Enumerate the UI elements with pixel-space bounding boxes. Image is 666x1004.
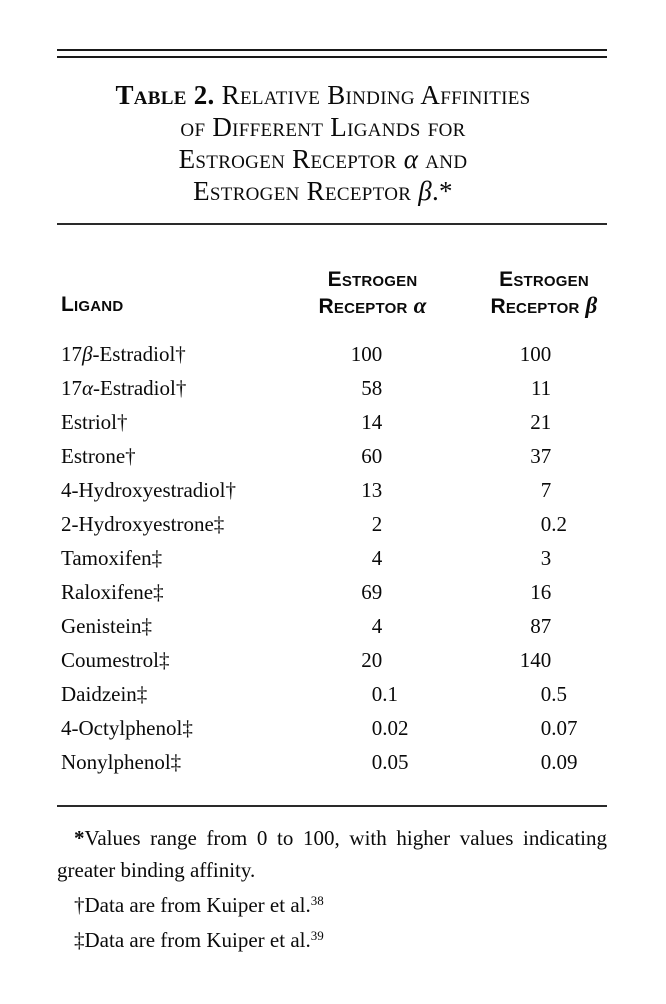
title-rule (57, 223, 607, 225)
ligand-name: Tamoxifen‡ (61, 546, 163, 570)
er-beta-value: 0.5 (540, 682, 567, 706)
reference-superscript: 39 (310, 928, 324, 943)
double-dagger-symbol: ‡ (74, 928, 85, 952)
ligand-name: Coumestrol‡ (61, 648, 170, 672)
footnote-marker: ‡ (153, 580, 164, 604)
table-row (57, 507, 607, 541)
er-beta-value: 87 (530, 614, 552, 638)
column-header-er-alpha: Estrogen Receptor α (318, 268, 427, 318)
table-row (57, 371, 607, 405)
er-beta-value: 16 (530, 580, 552, 604)
table-row (57, 745, 607, 779)
table-row (57, 575, 607, 609)
top-double-rule (57, 49, 607, 58)
footnote-marker: ‡ (213, 512, 225, 536)
er-beta-value: 0.09 (540, 750, 578, 774)
er-alpha-value: 4 (371, 546, 383, 570)
title-line-1: Table 2. Relative Binding Affinities (115, 80, 531, 110)
footnote-marker: ‡ (141, 614, 152, 638)
er-alpha-value: 14 (361, 410, 383, 434)
table-body (57, 337, 607, 779)
title-table-number: Table 2. (115, 80, 215, 110)
ligand-name: 17α-Estradiol† (61, 376, 187, 400)
table-title (0, 79, 646, 207)
er-alpha-value: 58 (361, 376, 383, 400)
title-line-4: Estrogen Receptor β.* (193, 176, 453, 206)
footnote-marker: ‡ (151, 546, 163, 570)
footnote-marker: ‡ (182, 716, 193, 740)
ligand-name: Nonylphenol‡ (61, 750, 182, 774)
footnote-marker: ‡ (136, 682, 148, 706)
footnote-marker: † (175, 342, 186, 366)
beta-symbol: β (585, 293, 598, 318)
table-row (57, 677, 607, 711)
ligand-name: 2-Hydroxyestrone‡ (61, 512, 225, 536)
greek-symbol: β (82, 342, 93, 366)
er-alpha-value: 60 (361, 444, 383, 468)
er-alpha-value: 0.05 (371, 750, 409, 774)
er-alpha-value: 2 (371, 512, 383, 536)
ligand-name: 4-Octylphenol‡ (61, 716, 193, 740)
er-beta-value: 3 (540, 546, 552, 570)
er-alpha-value: 69 (361, 580, 383, 604)
table-row (57, 405, 607, 439)
alpha-symbol: α (403, 144, 419, 174)
column-header-ligand: Ligand (61, 293, 124, 316)
column-header-er-beta: Estrogen Receptor β (490, 268, 598, 318)
dagger-symbol: † (74, 893, 85, 917)
asterisk-symbol: * (74, 826, 85, 850)
footnotes (57, 822, 607, 956)
er-beta-value: 11 (530, 376, 552, 400)
er-beta-value: 7 (540, 478, 552, 502)
title-line-2: of Different Ligands for (180, 112, 466, 142)
footnote-double-dagger: ‡Data are from Kuiper et al.$^{39}$ (74, 928, 324, 952)
footnote-marker: ‡ (159, 648, 170, 672)
er-beta-value: 21 (530, 410, 552, 434)
footnote-marker: † (175, 376, 187, 400)
er-beta-value: 0.07 (540, 716, 578, 740)
er-alpha-value: 0.1 (371, 682, 398, 706)
table-row (57, 609, 607, 643)
er-beta-value: 100 (519, 342, 552, 366)
footnote-general: *Values range from 0 to 100, with higher values indicating greater binding affinity. (57, 826, 607, 882)
title-line-3: Estrogen Receptor α and (178, 144, 468, 174)
footnote-marker: ‡ (170, 750, 182, 774)
er-alpha-value: 4 (371, 614, 383, 638)
ligand-name: Raloxifene‡ (61, 580, 164, 604)
er-beta-value: 0.2 (540, 512, 567, 536)
table-row (57, 337, 607, 371)
bottom-rule (57, 805, 607, 807)
er-alpha-value: 13 (361, 478, 383, 502)
footnote-dagger: †Data are from Kuiper et al.$^{38}$ (74, 893, 324, 917)
ligand-name: 17β-Estradiol† (61, 342, 186, 366)
er-alpha-value: 0.02 (371, 716, 409, 740)
table-row (57, 473, 607, 507)
er-alpha-value: 20 (361, 648, 383, 672)
ligand-name: Genistein‡ (61, 614, 152, 638)
footnote-marker: † (225, 478, 236, 502)
footnote-marker: † (117, 410, 128, 434)
reference-superscript: 38 (310, 893, 324, 908)
table-row (57, 541, 607, 575)
beta-symbol: β (418, 176, 432, 206)
er-alpha-value: 100 (350, 342, 383, 366)
greek-symbol: α (82, 376, 94, 400)
ligand-name: Daidzein‡ (61, 682, 148, 706)
alpha-symbol: α (413, 293, 427, 318)
table-row (57, 439, 607, 473)
ligand-name: 4-Hydroxyestradiol† (61, 478, 236, 502)
footnote-marker: † (125, 444, 136, 468)
table-row (57, 711, 607, 745)
er-beta-value: 37 (530, 444, 552, 468)
ligand-name: Estriol† (61, 410, 128, 434)
ligand-name: Estrone† (61, 444, 136, 468)
table-row (57, 643, 607, 677)
er-beta-value: 140 (519, 648, 552, 672)
